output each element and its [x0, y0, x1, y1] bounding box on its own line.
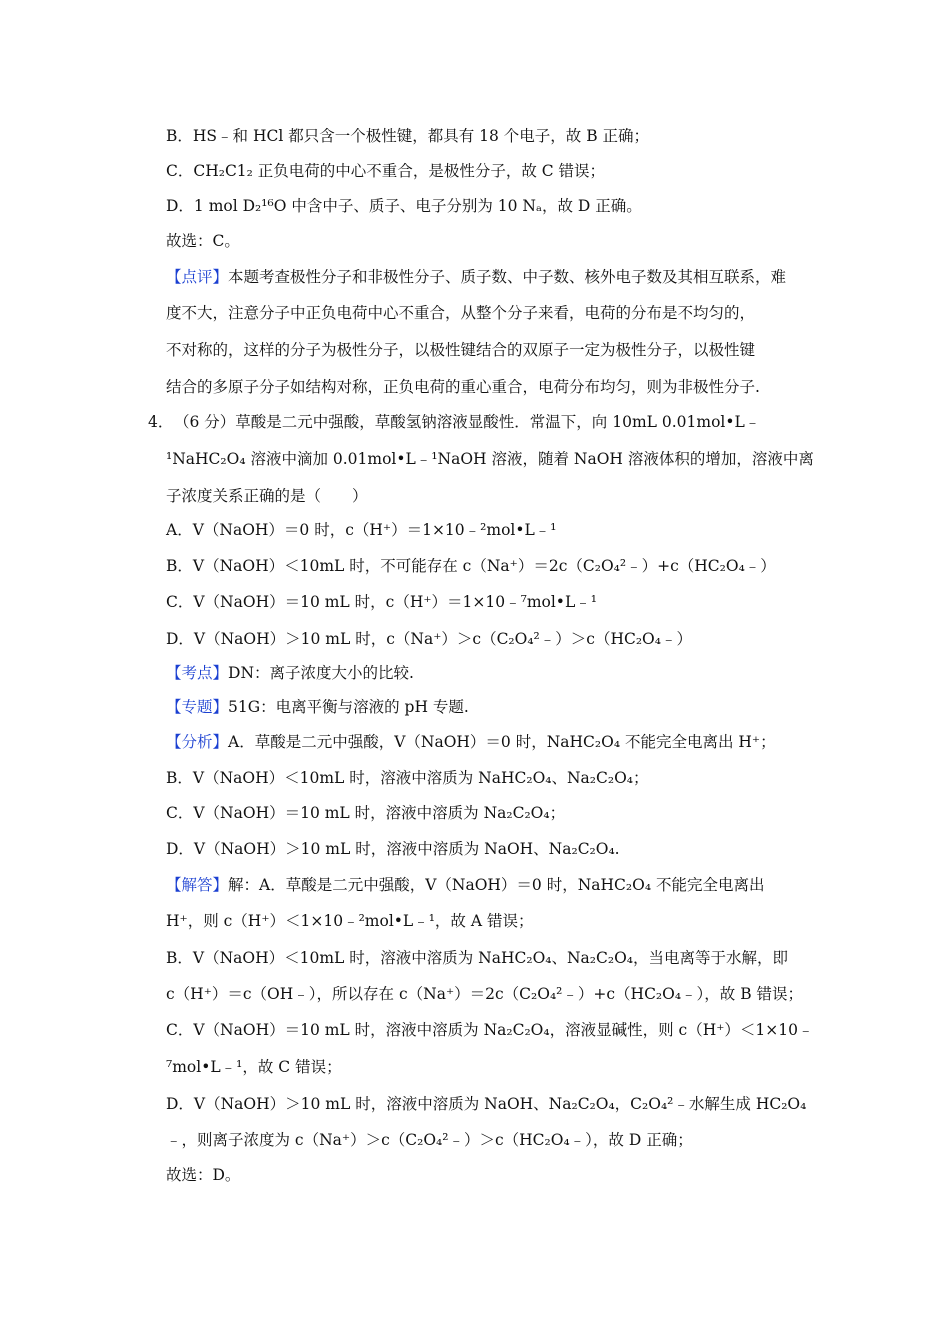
review-text: 本题考查极性分子和非极性分子、质子数、中子数、核外电子数及其相互联系，难 [228, 268, 787, 286]
fenxi-text: A．草酸是二元中强酸，V（NaOH）＝0 时，NaHC₂O₄ 不能完全电离出 H⁺； [228, 733, 776, 751]
question-stem-1: （6 分）草酸是二元中强酸，草酸氢钠溶液显酸性．常温下，向 10mL 0.01mol•L﹣ [174, 413, 761, 431]
jieda-text: 解：A．草酸是二元中强酸，V（NaOH）＝0 时，NaHC₂O₄ 不能完全电离出 [228, 876, 765, 894]
jieda-line-1 [166, 875, 764, 895]
question-stem-2: ¹NaHC₂O₄ 溶液中滴加 0.01mol•L﹣¹NaOH 溶液，随着 NaOH 溶液体积的增加，溶液中离 [166, 450, 814, 468]
fenxi-line-1 [166, 732, 776, 752]
kaodian-line [166, 663, 414, 683]
question-stem-3: 子浓度关系正确的是（ ） [166, 487, 368, 505]
review-line-3: 不对称的，这样的分子为极性分子，以极性键结合的双原子一定为极性分子，以极性键 [166, 341, 756, 359]
prev-option-c: C．CH₂C1₂ 正负电荷的中心不重合，是极性分子，故 C 错误； [166, 162, 606, 180]
zhuanti-text: 51G：电离平衡与溶液的 pH 专题. [228, 698, 469, 716]
jieda-line-9: 故选：D。 [166, 1166, 241, 1184]
jieda-line-8: ﹣，则离子浓度为 c（Na⁺）＞c（C₂O₄²﹣）＞c（HC₂O₄﹣），故 D 正确； [166, 1131, 693, 1149]
jieda-line-6: ⁷mol•L﹣¹，故 C 错误； [166, 1058, 342, 1076]
option-d: D．V（NaOH）＞10 mL 时，c（Na⁺）＞c（C₂O₄²﹣）＞c（HC₂O₄﹣） [166, 630, 692, 648]
prev-option-b: B．HS﹣和 HCl 都只含一个极性键，都具有 18 个电子，故 B 正确； [166, 127, 650, 145]
jieda-tag: 【解答】 [166, 876, 229, 894]
zhuanti-tag: 【专题】 [166, 698, 229, 716]
fenxi-line-3: C．V（NaOH）＝10 mL 时，溶液中溶质为 Na₂C₂O₄； [166, 804, 566, 822]
prev-option-d: D．1 mol D₂¹⁶O 中含中子、质子、电子分别为 10 Nₐ，故 D 正确。 [166, 197, 642, 215]
jieda-line-5: C．V（NaOH）＝10 mL 时，溶液中溶质为 Na₂C₂O₄，溶液显碱性，则 c（H⁺）＜1×10﹣ [166, 1021, 814, 1039]
jieda-line-3: B．V（NaOH）＜10mL 时，溶液中溶质为 NaHC₂O₄、Na₂C₂O₄，当电离等于水解，即 [166, 949, 789, 967]
review-line-2: 度不大，注意分子中正负电荷中心不重合，从整个分子来看，电荷的分布是不均匀的， [166, 304, 756, 322]
review-tag: 【点评】 [166, 268, 229, 286]
option-b: B．V（NaOH）＜10mL 时，不可能存在 c（Na⁺）＝2c（C₂O₄²﹣）+c（HC₂O₄﹣） [166, 557, 776, 575]
fenxi-line-2: B．V（NaOH）＜10mL 时，溶液中溶质为 NaHC₂O₄、Na₂C₂O₄； [166, 769, 649, 787]
question-number: 4． [148, 413, 174, 431]
review-line-1 [166, 267, 786, 287]
review-line-4: 结合的多原子分子如结构对称，正负电荷的重心重合，电荷分布均匀，则为非极性分子. [166, 378, 760, 396]
option-a: A．V（NaOH）＝0 时，c（H⁺）＝1×10﹣²mol•L﹣¹ [166, 521, 557, 539]
jieda-line-2: H⁺，则 c（H⁺）＜1×10﹣²mol•L﹣¹，故 A 错误； [166, 912, 534, 930]
zhuanti-line [166, 697, 469, 717]
option-c: C．V（NaOH）＝10 mL 时，c（H⁺）＝1×10﹣⁷mol•L﹣¹ [166, 593, 597, 611]
jieda-line-7: D．V（NaOH）＞10 mL 时，溶液中溶质为 NaOH、Na₂C₂O₄，C₂O₄²﹣水解生成 HC₂O₄ [166, 1095, 807, 1113]
jieda-line-4: c（H⁺）＝c（OH﹣），所以存在 c（Na⁺）＝2c（C₂O₄²﹣）+c（HC₂O₄﹣），故 B 错误； [166, 985, 804, 1003]
kaodian-tag: 【考点】 [166, 664, 229, 682]
fenxi-tag: 【分析】 [166, 733, 229, 751]
fenxi-line-4: D．V（NaOH）＞10 mL 时，溶液中溶质为 NaOH、Na₂C₂O₄. [166, 840, 620, 858]
prev-choice: 故选：C。 [166, 232, 240, 250]
kaodian-text: DN：离子浓度大小的比较. [228, 664, 414, 682]
